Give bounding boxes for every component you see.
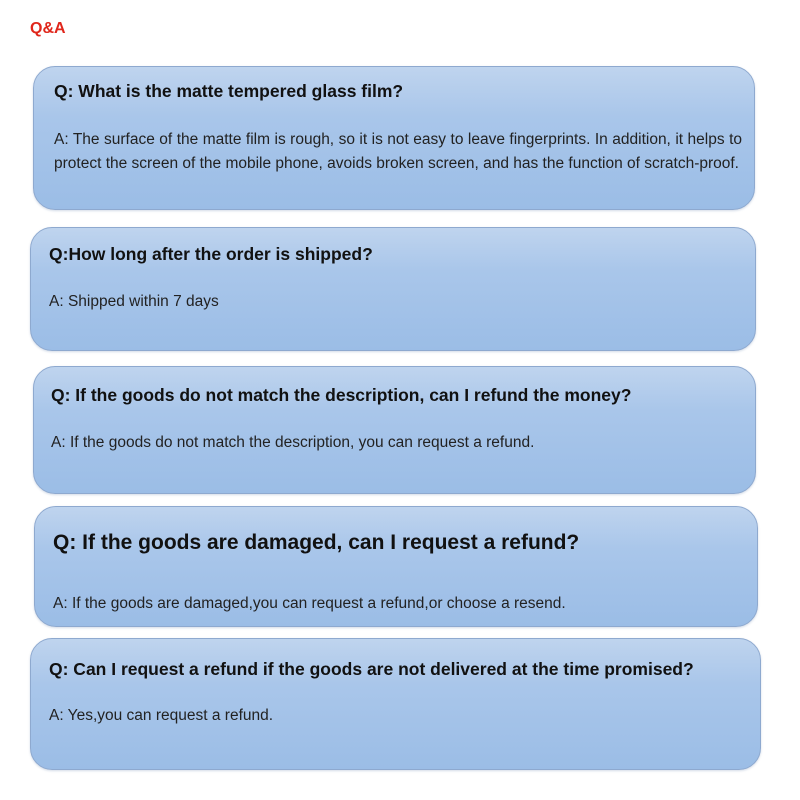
qa-answer: A: If the goods are damaged,you can request a refund,or choose a resend. [53, 595, 566, 612]
qa-question: Q: If the goods are damaged, can I request a refund? [53, 531, 580, 554]
qa-question: Q:How long after the order is shipped? [49, 244, 373, 264]
qa-question: Q: If the goods do not match the description, can I refund the money? [51, 385, 632, 405]
qa-card [30, 227, 756, 351]
qa-question: Q: What is the matte tempered glass film? [54, 81, 404, 101]
page-heading: Q&A [30, 20, 66, 37]
qa-question: Q: Can I request a refund if the goods are not delivered at the time promised? [49, 659, 694, 679]
qa-answer: A: The surface of the matte film is rough, so it is not easy to leave fingerprints. In addition, it helps to protect the screen of the mobile phone, avoids broken screen, and has the function of scratch-proof. [54, 131, 742, 172]
qa-card [33, 366, 756, 494]
qa-card [33, 66, 755, 210]
qa-answer: A: Yes,you can request a refund. [49, 707, 274, 724]
qa-answer: A: If the goods do not match the description, you can request a refund. [51, 434, 535, 451]
qa-card [30, 638, 761, 770]
qa-answer: A: Shipped within 7 days [49, 293, 219, 310]
qa-card [34, 506, 758, 627]
